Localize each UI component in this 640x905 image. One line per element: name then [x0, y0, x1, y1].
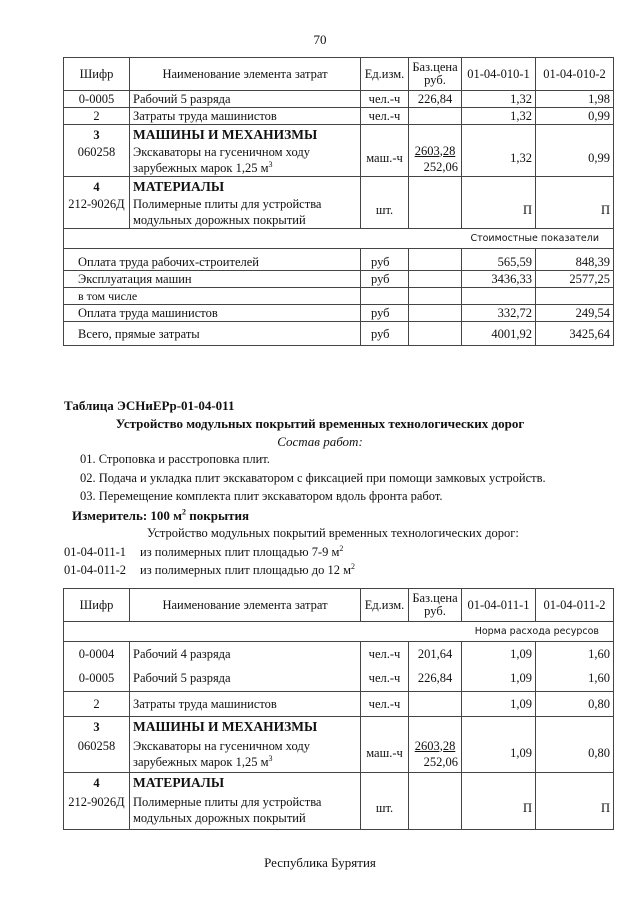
cost-value-2: 3425,64	[536, 322, 614, 346]
row-unit: шт.	[361, 773, 409, 830]
header-name: Наименование элемента затрат	[130, 58, 361, 91]
row-name-line1: Полимерные плиты для устройства	[133, 795, 322, 809]
table-row	[64, 108, 614, 125]
section-number: 4	[93, 776, 100, 790]
table-row	[64, 642, 614, 666]
table-header-row	[64, 58, 614, 91]
row-value-2: 1,60	[536, 642, 614, 666]
row-unit: маш.-ч	[361, 125, 409, 177]
section-title: МАШИНЫ И МЕХАНИЗМЫ	[133, 127, 318, 142]
table-header-row	[64, 589, 614, 622]
row-value-1: П	[462, 773, 536, 830]
cost-unit: руб	[361, 249, 409, 271]
page-number: 70	[313, 32, 327, 47]
row-code: 060258	[77, 739, 116, 753]
row-name-line2: модульных дорожных покрытий	[133, 811, 306, 825]
row-price	[409, 692, 462, 717]
header-price-line2: руб.	[424, 73, 446, 87]
row-value-1: 1,09	[462, 642, 536, 666]
cost-label: Эксплуатация машин	[64, 271, 361, 288]
row-code: 2	[64, 108, 130, 125]
row-value-2: 1,60	[536, 666, 614, 692]
row-name: Рабочий 4 разряда	[130, 642, 361, 666]
row-price	[409, 773, 462, 830]
row-unit: шт.	[361, 177, 409, 229]
variant-code: 01-04-011-1	[64, 545, 127, 559]
cost-unit: руб	[361, 271, 409, 288]
row-unit: чел.-ч	[361, 666, 409, 692]
row-name: Затраты труда машинистов	[130, 692, 361, 717]
superscript: 3	[268, 753, 273, 763]
cost-row	[64, 271, 614, 288]
table-row	[64, 692, 614, 717]
resource-table-01-04-011	[63, 588, 614, 830]
variant-item: 01-04-011-2 из полимерных плит площадью до 12 $м^2$	[64, 561, 355, 577]
cost-row	[64, 249, 614, 271]
norm-header: Норма расхода ресурсов	[64, 622, 614, 642]
row-value-2: 0,80	[536, 692, 614, 717]
row-name: Затраты труда машинистов	[130, 108, 361, 125]
header-price	[409, 58, 462, 91]
cost-value-2: 848,39	[536, 249, 614, 271]
row-value-1: 1,09	[462, 666, 536, 692]
section-title: МАШИНЫ И МЕХАНИЗМЫ	[133, 719, 318, 734]
work-composition-heading: Состав работ:	[277, 434, 363, 449]
row-unit: чел.-ч	[361, 108, 409, 125]
header-col1: 01-04-010-1	[462, 58, 536, 91]
row-price: 226,84	[409, 91, 462, 108]
cost-value-1: 3436,33	[462, 271, 536, 288]
row-code: 2	[64, 692, 130, 717]
header-price	[409, 589, 462, 622]
row-value-1: П	[462, 177, 536, 229]
row-name-line2: модульных дорожных покрытий	[133, 213, 306, 227]
row-unit: чел.-ч	[361, 91, 409, 108]
row-price: 201,64	[409, 642, 462, 666]
meter-unit: Измеритель: 100 $м^2$ покрытия	[72, 507, 250, 523]
cost-header: Стоимостные показатели	[64, 229, 614, 249]
row-value-1: 1,32	[462, 125, 536, 177]
row-code: 0-0004	[64, 642, 130, 666]
section-number: 3	[93, 720, 100, 734]
work-item: 01. Строповка и расстроповка плит.	[80, 452, 270, 466]
header-col2: 01-04-010-2	[536, 58, 614, 91]
header-price-line2: руб.	[424, 604, 446, 618]
page-footer: Республика Бурятия	[264, 855, 376, 870]
cost-row	[64, 288, 614, 305]
row-price-bottom: 252,06	[423, 159, 458, 174]
header-col2: 01-04-011-2	[536, 589, 614, 622]
row-name-line1: Экскаваторы на гусеничном ходу	[133, 145, 310, 159]
row-code: 0-0005	[64, 91, 130, 108]
cost-row	[64, 305, 614, 322]
table-row	[64, 91, 614, 108]
cost-unit: руб	[361, 305, 409, 322]
section-title: МАТЕРИАЛЫ	[133, 179, 225, 194]
header-name: Наименование элемента затрат	[130, 589, 361, 622]
header-col1: 01-04-011-1	[462, 589, 536, 622]
cost-value-1: 4001,92	[462, 322, 536, 346]
row-value-2: 0,99	[536, 125, 614, 177]
row-value-1: 1,32	[462, 108, 536, 125]
cost-unit: руб	[361, 322, 409, 346]
section-materials-row	[64, 773, 614, 830]
cost-value-2: 2577,25	[536, 271, 614, 288]
section-number: 4	[93, 180, 100, 194]
cost-value-1: 332,72	[462, 305, 536, 322]
row-value-1: 1,09	[462, 692, 536, 717]
table-title: Таблица ЭСНиЕРр-01-04-011	[64, 398, 235, 413]
row-value-2: 0,80	[536, 717, 614, 773]
variant-intro: Устройство модульных покрытий временных технологических дорог:	[147, 526, 519, 540]
cost-label: в том числе	[64, 288, 361, 305]
header-price-line1: Баз.цена	[412, 591, 458, 605]
cost-row	[64, 322, 614, 346]
cost-label: Всего, прямые затраты	[64, 322, 361, 346]
row-value-1: 1,09	[462, 717, 536, 773]
row-value-2: П	[536, 177, 614, 229]
section-machines-row	[64, 717, 614, 773]
row-unit: маш.-ч	[361, 717, 409, 773]
row-price-bottom: 252,06	[423, 754, 458, 769]
section-materials-row	[64, 177, 614, 229]
variant-text: из полимерных плит площадью 7-9 м	[140, 545, 340, 559]
cost-label: Оплата труда рабочих-строителей	[64, 249, 361, 271]
row-name-line2: зарубежных марок 1,25 м	[133, 161, 269, 175]
variant-text: из полимерных плит площадью до 12 м	[140, 563, 351, 577]
row-price: 226,84	[409, 666, 462, 692]
row-unit: чел.-ч	[361, 642, 409, 666]
header-unit: Ед.изм.	[361, 58, 409, 91]
section-title: МАТЕРИАЛЫ	[133, 775, 225, 790]
cost-label: Оплата труда машинистов	[64, 305, 361, 322]
row-name: Рабочий 5 разряда	[130, 91, 361, 108]
variant-item: 01-04-011-1 из полимерных плит площадью 7-9 $м^2$	[64, 543, 344, 559]
row-value-1: 1,32	[462, 91, 536, 108]
row-price	[409, 177, 462, 229]
row-value-2: 1,98	[536, 91, 614, 108]
row-unit: чел.-ч	[361, 692, 409, 717]
row-code: 060258	[77, 145, 116, 159]
row-price-top: 2603,28	[414, 143, 456, 158]
work-item: 02. Подача и укладка плит экскаватором с фиксацией при помощи замковых устройств.	[80, 471, 546, 485]
row-code: 0-0005	[64, 666, 130, 692]
table-row	[64, 666, 614, 692]
row-name-line2: зарубежных марок 1,25 м	[133, 755, 269, 769]
header-code: Шифр	[64, 58, 130, 91]
variant-code: 01-04-011-2	[64, 563, 127, 577]
section-machines-row	[64, 125, 614, 177]
header-code: Шифр	[64, 589, 130, 622]
work-item: 03. Перемещение комплекта плит экскаватором вдоль фронта работ.	[80, 489, 443, 503]
row-price-top: 2603,28	[414, 738, 456, 753]
header-unit: Ед.изм.	[361, 589, 409, 622]
header-price-line1: Баз.цена	[412, 60, 458, 74]
row-code: 212-9026Д	[68, 197, 125, 211]
cost-value-1: 565,59	[462, 249, 536, 271]
row-code: 212-9026Д	[68, 795, 125, 809]
row-value-2: П	[536, 773, 614, 830]
resource-table-01-04-010	[63, 57, 614, 346]
row-name-line1: Экскаваторы на гусеничном ходу	[133, 739, 310, 753]
row-name-line1: Полимерные плиты для устройства	[133, 197, 322, 211]
row-name: Рабочий 5 разряда	[130, 666, 361, 692]
superscript: 3	[268, 159, 273, 169]
table-subtitle: Устройство модульных покрытий временных технологических дорог	[115, 416, 525, 431]
section-number: 3	[93, 128, 100, 142]
cost-value-2: 249,54	[536, 305, 614, 322]
norm-header-row	[64, 622, 614, 642]
row-price	[409, 108, 462, 125]
row-value-2: 0,99	[536, 108, 614, 125]
cost-header-row	[64, 229, 614, 249]
